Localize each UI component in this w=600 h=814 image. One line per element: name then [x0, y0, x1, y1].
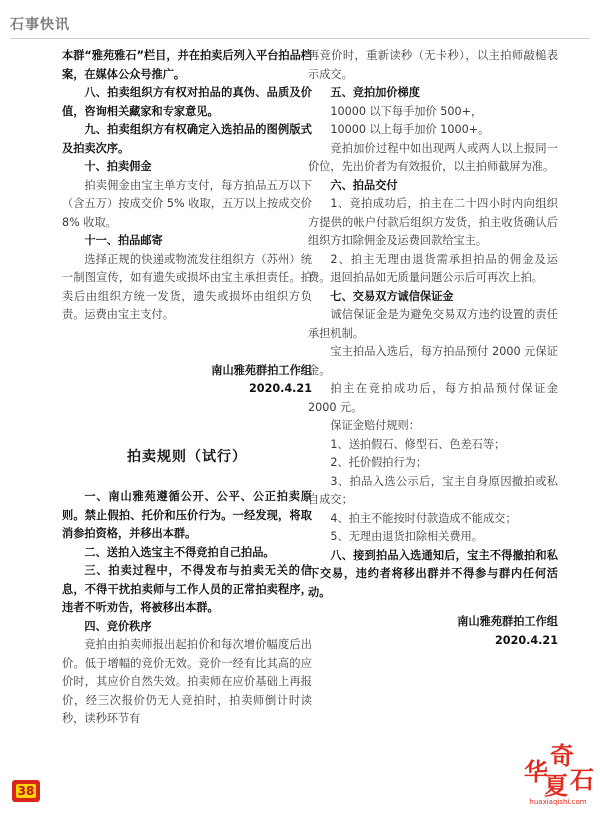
- watermark-char: 夏: [544, 771, 568, 800]
- rule-6-heading: 六、拍品交付: [330, 178, 398, 192]
- signature-org: 南山雅苑群拍工作组: [457, 615, 558, 628]
- left-column: [62, 47, 312, 729]
- page-number-badge: [12, 780, 40, 802]
- rule-2-no-self-bid: 二、送拍入选宝主不得竞拍自己拍品。: [84, 545, 275, 559]
- list-item: 2、托价假拍行为；: [330, 456, 428, 469]
- signature-date: 2020.4.21: [495, 633, 558, 647]
- clause-8-authentication: 八、拍卖组织方有权对拍品的真伪、品质及价值，咨询相关藏家和专家意见。: [62, 86, 312, 118]
- rule-4-bidding-order: 竞拍由拍卖师报出起拍价和每次增价幅度后出价。低于增幅的竞价无效。竞价一经有比其高的应价时，其应价自然失效。拍卖师在应价基础上再报价，经三次报价仍无人竞拍时，拍卖师倒计时读秒，读秒环节有: [62, 638, 312, 725]
- clause-10-heading: 十、拍卖佣金: [84, 160, 152, 173]
- rule-4-continued: 再竞价时，重新读秒（无卡秒），以主拍师敲槌表示成交。: [308, 49, 558, 81]
- watermark-url: huaxiaqishi.com: [529, 798, 587, 806]
- rule-7-seller-deposit: 宝主拍品入选后，每方拍品预付 2000 元保证金。: [308, 345, 558, 377]
- watermark-char: 华: [524, 757, 548, 786]
- rule-6-returns: 2、拍主无理由退货需承担拍品的佣金及运费。退回拍品如无质量问题公示后可再次上拍。: [308, 252, 558, 284]
- rule-5-increment-high: 10000 以上每手加价 1000+。: [330, 123, 490, 136]
- watermark-char: 奇: [550, 741, 574, 770]
- paragraph-column-promo: 本群“雅苑雅石”栏目，并在拍卖后列入平台拍品档案，在媒体公众号推广。: [62, 49, 312, 81]
- signature-date: 2020.4.21: [249, 382, 312, 395]
- list-item: 3、拍品入选公示后，宝主自身原因撤拍或私自成交；: [308, 474, 558, 506]
- rules-title: 拍卖规则（试行）: [127, 448, 247, 465]
- clause-11-heading: 十一、拍品邮寄: [84, 234, 163, 247]
- rule-7-buyer-deposit: 拍主在竞拍成功后，每方拍品预付保证金 2000 元。: [308, 382, 558, 414]
- list-item: 4、拍主不能按时付款造成不能成交；: [330, 511, 517, 525]
- rule-5-tie-break: 竞拍加价过程中如出现两人或两人以上报同一价位，先出价者为有效报价，以主拍师截屏为准。: [308, 141, 558, 173]
- clause-11-shipping: 选择正规的快递或物流发往组织方（苏州）统一制图宣传，如有遗失或损坏由宝主承担责任。拍卖后由组织方统一发货，遗失或损坏由组织方负责。运费由宝主支付。: [62, 252, 312, 321]
- rule-1-principles: 一、南山雅苑遵循公开、公平、公正拍卖原则。禁止假拍、托价和压价行为。一经发现，将取消参拍资格，并移出本群。: [62, 490, 312, 540]
- clause-10-commission: 拍卖佣金由宝主单方支付，每方拍品五万以下（含五万）按成交价 5% 收取，五万以上按成交价 8% 收取。: [62, 178, 312, 229]
- rule-8-withdrawal: 八、接到拍品入选通知后，宝主不得撤拍和私下交易，违约者将移出群并不得参与群内任何活动。: [308, 548, 558, 599]
- rule-4-heading: 四、竞价秩序: [84, 619, 152, 633]
- header-divider: [10, 38, 590, 39]
- page-number: 38: [17, 784, 35, 798]
- rule-7-compensation-heading: 保证金赔付规则：: [330, 419, 420, 432]
- rule-7-heading: 七、交易双方诚信保证金: [330, 289, 454, 303]
- rule-5-increment-low: 10000 以下每手加价 500+，: [330, 104, 483, 118]
- rule-3-conduct: 三、拍卖过程中，不得发布与拍卖无关的信息，不得干扰拍卖师与工作人员的正常拍卖程序，违者不听劝告，将被移出本群。: [62, 564, 312, 614]
- magazine-section-title: 石事快讯: [10, 17, 70, 33]
- rule-6-delivery: 1、竞拍成功后，拍主在二十四小时内向组织方提供的帐户付款后组织方发货，拍主收货确认后组织方扣除佣金及运费回款给宝主。: [308, 197, 558, 247]
- watermark-char: 石: [570, 765, 594, 794]
- list-item: 5、无理由退货扣除相关费用。: [330, 530, 483, 543]
- clause-9-layout-order: 九、拍卖组织方有权确定入选拍品的图例版式及拍卖次序。: [62, 123, 312, 155]
- list-item: 1、送拍假石、修型石、色差石等；: [330, 437, 506, 451]
- signature-org: 南山雅苑群拍工作组: [211, 363, 312, 377]
- rule-5-heading: 五、竞拍加价梯度: [330, 86, 420, 99]
- rule-7-definition: 诚信保证金是为避免交易双方违约设置的责任承担机制。: [308, 308, 558, 340]
- right-column: [308, 47, 558, 650]
